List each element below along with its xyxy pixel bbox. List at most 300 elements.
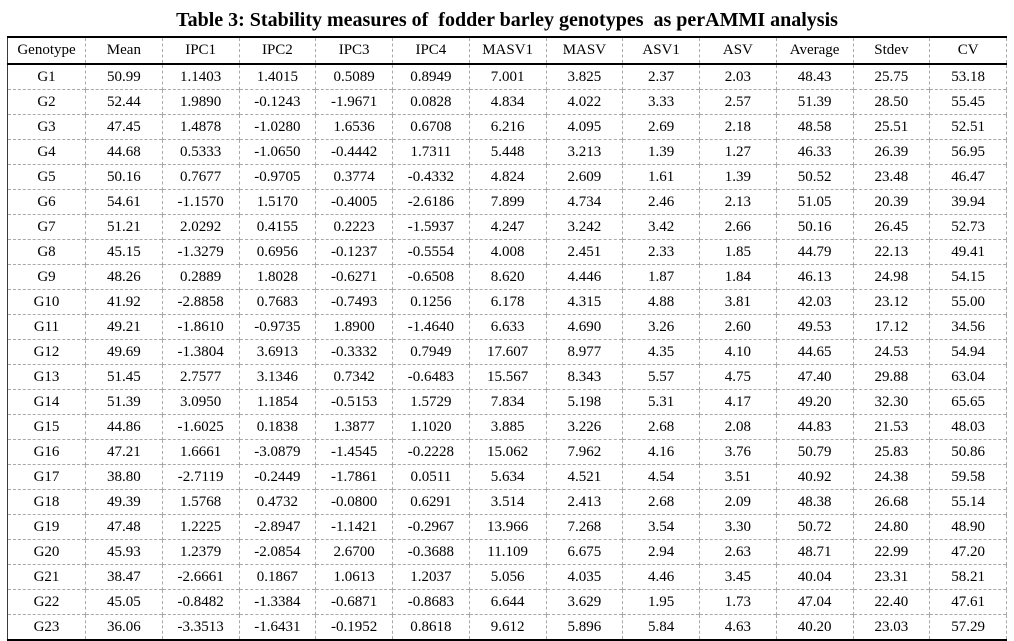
- table-head: [8, 37, 1007, 64]
- value-cell: 24.98: [853, 265, 930, 290]
- value-cell: 7.268: [546, 515, 623, 540]
- value-cell: 1.3877: [316, 415, 393, 440]
- genotype-cell: G2: [8, 90, 86, 115]
- value-cell: 29.88: [853, 365, 930, 390]
- column-header: ASV: [700, 37, 777, 64]
- value-cell: 50.79: [776, 440, 853, 465]
- genotype-cell: G21: [8, 565, 86, 590]
- value-cell: 50.72: [776, 515, 853, 540]
- value-cell: 25.83: [853, 440, 930, 465]
- value-cell: 2.37: [623, 64, 700, 90]
- value-cell: 8.620: [469, 265, 546, 290]
- table-row: [8, 90, 1007, 115]
- value-cell: 34.56: [930, 315, 1007, 340]
- value-cell: 3.33: [623, 90, 700, 115]
- value-cell: 4.46: [623, 565, 700, 590]
- value-cell: 2.7577: [162, 365, 239, 390]
- value-cell: 1.85: [700, 240, 777, 265]
- value-cell: -2.7119: [162, 465, 239, 490]
- value-cell: -0.8683: [393, 590, 470, 615]
- value-cell: 48.43: [776, 64, 853, 90]
- value-cell: 28.50: [853, 90, 930, 115]
- value-cell: 1.39: [700, 165, 777, 190]
- table-row: [8, 115, 1007, 140]
- value-cell: 0.6291: [393, 490, 470, 515]
- value-cell: 49.53: [776, 315, 853, 340]
- value-cell: 59.58: [930, 465, 1007, 490]
- value-cell: -1.0280: [239, 115, 316, 140]
- value-cell: 47.21: [86, 440, 163, 465]
- value-cell: 65.65: [930, 390, 1007, 415]
- value-cell: 2.68: [623, 490, 700, 515]
- value-cell: 1.6536: [316, 115, 393, 140]
- value-cell: 3.226: [546, 415, 623, 440]
- value-cell: 15.567: [469, 365, 546, 390]
- value-cell: 1.6661: [162, 440, 239, 465]
- value-cell: 24.80: [853, 515, 930, 540]
- value-cell: 2.609: [546, 165, 623, 190]
- value-cell: -0.6871: [316, 590, 393, 615]
- value-cell: 1.1854: [239, 390, 316, 415]
- value-cell: 7.834: [469, 390, 546, 415]
- table-row: [8, 440, 1007, 465]
- value-cell: 1.1020: [393, 415, 470, 440]
- value-cell: 0.4155: [239, 215, 316, 240]
- value-cell: 47.40: [776, 365, 853, 390]
- table-row: [8, 265, 1007, 290]
- table-row: [8, 290, 1007, 315]
- value-cell: 3.45: [700, 565, 777, 590]
- value-cell: 2.60: [700, 315, 777, 340]
- value-cell: 50.16: [776, 215, 853, 240]
- value-cell: -1.4640: [393, 315, 470, 340]
- value-cell: 4.247: [469, 215, 546, 240]
- table-row: [8, 240, 1007, 265]
- table-row: [8, 615, 1007, 641]
- value-cell: -0.4442: [316, 140, 393, 165]
- value-cell: 7.899: [469, 190, 546, 215]
- value-cell: 1.84: [700, 265, 777, 290]
- value-cell: 63.04: [930, 365, 1007, 390]
- value-cell: 23.12: [853, 290, 930, 315]
- value-cell: -1.9671: [316, 90, 393, 115]
- value-cell: 3.825: [546, 64, 623, 90]
- value-cell: -0.2449: [239, 465, 316, 490]
- value-cell: 4.035: [546, 565, 623, 590]
- value-cell: 8.977: [546, 340, 623, 365]
- table-row: [8, 140, 1007, 165]
- value-cell: -0.6508: [393, 265, 470, 290]
- value-cell: 1.1403: [162, 64, 239, 90]
- value-cell: 0.1256: [393, 290, 470, 315]
- value-cell: 41.92: [86, 290, 163, 315]
- value-cell: -2.6186: [393, 190, 470, 215]
- value-cell: 4.095: [546, 115, 623, 140]
- value-cell: 38.47: [86, 565, 163, 590]
- value-cell: 47.20: [930, 540, 1007, 565]
- value-cell: 6.644: [469, 590, 546, 615]
- value-cell: -1.3279: [162, 240, 239, 265]
- value-cell: 32.30: [853, 390, 930, 415]
- genotype-cell: G4: [8, 140, 86, 165]
- value-cell: -1.4545: [316, 440, 393, 465]
- column-header: IPC1: [162, 37, 239, 64]
- value-cell: 3.1346: [239, 365, 316, 390]
- column-header: ASV1: [623, 37, 700, 64]
- table-body: [8, 64, 1007, 641]
- value-cell: 4.446: [546, 265, 623, 290]
- value-cell: 1.4878: [162, 115, 239, 140]
- value-cell: 2.68: [623, 415, 700, 440]
- value-cell: 5.634: [469, 465, 546, 490]
- value-cell: 1.9890: [162, 90, 239, 115]
- value-cell: 54.15: [930, 265, 1007, 290]
- genotype-cell: G5: [8, 165, 86, 190]
- value-cell: 3.213: [546, 140, 623, 165]
- value-cell: -1.6025: [162, 415, 239, 440]
- value-cell: 51.39: [776, 90, 853, 115]
- value-cell: 4.54: [623, 465, 700, 490]
- value-cell: -0.9735: [239, 315, 316, 340]
- value-cell: 1.87: [623, 265, 700, 290]
- value-cell: 47.04: [776, 590, 853, 615]
- value-cell: 2.413: [546, 490, 623, 515]
- value-cell: 22.13: [853, 240, 930, 265]
- value-cell: -0.6483: [393, 365, 470, 390]
- value-cell: 42.03: [776, 290, 853, 315]
- value-cell: 2.63: [700, 540, 777, 565]
- value-cell: 11.109: [469, 540, 546, 565]
- value-cell: 3.42: [623, 215, 700, 240]
- value-cell: 44.65: [776, 340, 853, 365]
- value-cell: 0.3774: [316, 165, 393, 190]
- value-cell: 24.53: [853, 340, 930, 365]
- value-cell: 3.54: [623, 515, 700, 540]
- value-cell: -3.3513: [162, 615, 239, 641]
- value-cell: 4.10: [700, 340, 777, 365]
- value-cell: 1.0613: [316, 565, 393, 590]
- value-cell: 0.5333: [162, 140, 239, 165]
- value-cell: 2.57: [700, 90, 777, 115]
- value-cell: 1.2037: [393, 565, 470, 590]
- value-cell: 4.690: [546, 315, 623, 340]
- value-cell: 23.31: [853, 565, 930, 590]
- value-cell: 55.45: [930, 90, 1007, 115]
- value-cell: -3.0879: [239, 440, 316, 465]
- value-cell: -2.8858: [162, 290, 239, 315]
- value-cell: 1.95: [623, 590, 700, 615]
- value-cell: 44.68: [86, 140, 163, 165]
- value-cell: 51.05: [776, 190, 853, 215]
- value-cell: 26.68: [853, 490, 930, 515]
- value-cell: 4.734: [546, 190, 623, 215]
- value-cell: 50.16: [86, 165, 163, 190]
- value-cell: 3.30: [700, 515, 777, 540]
- value-cell: -1.7861: [316, 465, 393, 490]
- value-cell: 49.41: [930, 240, 1007, 265]
- value-cell: -0.1952: [316, 615, 393, 641]
- table-row: [8, 515, 1007, 540]
- genotype-cell: G1: [8, 64, 86, 90]
- value-cell: 36.06: [86, 615, 163, 641]
- value-cell: -1.0650: [239, 140, 316, 165]
- column-header: IPC2: [239, 37, 316, 64]
- table-row: [8, 315, 1007, 340]
- value-cell: -0.9705: [239, 165, 316, 190]
- table-title: Table 3: Stability measures of fodder barley genotypes as perAMMI analysis: [176, 9, 838, 31]
- value-cell: 1.27: [700, 140, 777, 165]
- value-cell: 5.198: [546, 390, 623, 415]
- value-cell: 2.18: [700, 115, 777, 140]
- value-cell: -0.5554: [393, 240, 470, 265]
- genotype-cell: G20: [8, 540, 86, 565]
- value-cell: 3.6913: [239, 340, 316, 365]
- value-cell: -0.3332: [316, 340, 393, 365]
- value-cell: 3.81: [700, 290, 777, 315]
- value-cell: -1.8610: [162, 315, 239, 340]
- value-cell: 5.84: [623, 615, 700, 641]
- value-cell: 50.52: [776, 165, 853, 190]
- value-cell: 57.29: [930, 615, 1007, 641]
- value-cell: 1.61: [623, 165, 700, 190]
- value-cell: -0.7493: [316, 290, 393, 315]
- value-cell: 46.47: [930, 165, 1007, 190]
- value-cell: 1.73: [700, 590, 777, 615]
- value-cell: 0.8949: [393, 64, 470, 90]
- value-cell: 4.35: [623, 340, 700, 365]
- value-cell: 4.63: [700, 615, 777, 641]
- table-row: [8, 390, 1007, 415]
- value-cell: -0.3688: [393, 540, 470, 565]
- column-header: MASV1: [469, 37, 546, 64]
- value-cell: 55.00: [930, 290, 1007, 315]
- value-cell: 3.51: [700, 465, 777, 490]
- value-cell: 3.629: [546, 590, 623, 615]
- value-cell: 1.5768: [162, 490, 239, 515]
- value-cell: 23.03: [853, 615, 930, 641]
- genotype-cell: G12: [8, 340, 86, 365]
- value-cell: 38.80: [86, 465, 163, 490]
- value-cell: -0.4332: [393, 165, 470, 190]
- genotype-cell: G13: [8, 365, 86, 390]
- value-cell: 4.88: [623, 290, 700, 315]
- value-cell: 50.86: [930, 440, 1007, 465]
- value-cell: 48.58: [776, 115, 853, 140]
- value-cell: 4.824: [469, 165, 546, 190]
- value-cell: 0.7342: [316, 365, 393, 390]
- value-cell: 4.521: [546, 465, 623, 490]
- value-cell: 47.48: [86, 515, 163, 540]
- column-header: Mean: [86, 37, 163, 64]
- value-cell: 45.93: [86, 540, 163, 565]
- value-cell: 5.57: [623, 365, 700, 390]
- value-cell: 26.39: [853, 140, 930, 165]
- value-cell: 4.16: [623, 440, 700, 465]
- genotype-cell: G10: [8, 290, 86, 315]
- value-cell: 0.1838: [239, 415, 316, 440]
- value-cell: 0.6708: [393, 115, 470, 140]
- value-cell: -0.5153: [316, 390, 393, 415]
- value-cell: 52.73: [930, 215, 1007, 240]
- value-cell: 48.90: [930, 515, 1007, 540]
- value-cell: 9.612: [469, 615, 546, 641]
- value-cell: 0.5089: [316, 64, 393, 90]
- value-cell: 1.7311: [393, 140, 470, 165]
- table-row: [8, 590, 1007, 615]
- value-cell: 2.94: [623, 540, 700, 565]
- table-row: [8, 415, 1007, 440]
- value-cell: 4.008: [469, 240, 546, 265]
- value-cell: 2.6700: [316, 540, 393, 565]
- value-cell: 40.04: [776, 565, 853, 590]
- header-row: [8, 37, 1007, 64]
- value-cell: 0.8618: [393, 615, 470, 641]
- column-header: CV: [930, 37, 1007, 64]
- table-row: [8, 465, 1007, 490]
- value-cell: 54.94: [930, 340, 1007, 365]
- table-row: [8, 565, 1007, 590]
- genotype-cell: G18: [8, 490, 86, 515]
- value-cell: 0.1867: [239, 565, 316, 590]
- value-cell: 7.001: [469, 64, 546, 90]
- value-cell: 25.51: [853, 115, 930, 140]
- value-cell: 0.0828: [393, 90, 470, 115]
- value-cell: 13.966: [469, 515, 546, 540]
- value-cell: 2.33: [623, 240, 700, 265]
- value-cell: 5.448: [469, 140, 546, 165]
- value-cell: 0.7949: [393, 340, 470, 365]
- table-row: [8, 540, 1007, 565]
- value-cell: -1.6431: [239, 615, 316, 641]
- genotype-cell: G7: [8, 215, 86, 240]
- value-cell: 6.216: [469, 115, 546, 140]
- value-cell: 2.09: [700, 490, 777, 515]
- value-cell: 1.5729: [393, 390, 470, 415]
- value-cell: -1.1570: [162, 190, 239, 215]
- value-cell: 4.022: [546, 90, 623, 115]
- genotype-cell: G14: [8, 390, 86, 415]
- value-cell: 40.20: [776, 615, 853, 641]
- value-cell: 2.451: [546, 240, 623, 265]
- value-cell: 3.514: [469, 490, 546, 515]
- table-row: [8, 165, 1007, 190]
- table-row: [8, 365, 1007, 390]
- value-cell: 54.61: [86, 190, 163, 215]
- value-cell: -0.8482: [162, 590, 239, 615]
- value-cell: 47.45: [86, 115, 163, 140]
- value-cell: 46.13: [776, 265, 853, 290]
- value-cell: 51.45: [86, 365, 163, 390]
- value-cell: 26.45: [853, 215, 930, 240]
- genotype-cell: G16: [8, 440, 86, 465]
- value-cell: 24.38: [853, 465, 930, 490]
- value-cell: -0.4005: [316, 190, 393, 215]
- value-cell: 3.242: [546, 215, 623, 240]
- value-cell: 17.607: [469, 340, 546, 365]
- value-cell: 22.40: [853, 590, 930, 615]
- value-cell: 40.92: [776, 465, 853, 490]
- value-cell: 44.86: [86, 415, 163, 440]
- value-cell: 1.8900: [316, 315, 393, 340]
- column-header: MASV: [546, 37, 623, 64]
- value-cell: 5.056: [469, 565, 546, 590]
- value-cell: 21.53: [853, 415, 930, 440]
- value-cell: 49.69: [86, 340, 163, 365]
- value-cell: 0.0511: [393, 465, 470, 490]
- value-cell: -1.1421: [316, 515, 393, 540]
- value-cell: -2.6661: [162, 565, 239, 590]
- value-cell: 49.21: [86, 315, 163, 340]
- value-cell: 17.12: [853, 315, 930, 340]
- column-header: IPC3: [316, 37, 393, 64]
- value-cell: 1.4015: [239, 64, 316, 90]
- value-cell: 3.26: [623, 315, 700, 340]
- value-cell: 4.17: [700, 390, 777, 415]
- value-cell: 1.8028: [239, 265, 316, 290]
- column-header: Genotype: [8, 37, 86, 64]
- value-cell: 48.03: [930, 415, 1007, 440]
- value-cell: 6.178: [469, 290, 546, 315]
- value-cell: 44.79: [776, 240, 853, 265]
- value-cell: 0.7683: [239, 290, 316, 315]
- genotype-cell: G11: [8, 315, 86, 340]
- value-cell: 49.39: [86, 490, 163, 515]
- column-header: Average: [776, 37, 853, 64]
- value-cell: 23.48: [853, 165, 930, 190]
- value-cell: 50.99: [86, 64, 163, 90]
- value-cell: 52.44: [86, 90, 163, 115]
- value-cell: 3.885: [469, 415, 546, 440]
- value-cell: 0.2223: [316, 215, 393, 240]
- value-cell: 1.2225: [162, 515, 239, 540]
- value-cell: 39.94: [930, 190, 1007, 215]
- value-cell: 20.39: [853, 190, 930, 215]
- value-cell: 55.14: [930, 490, 1007, 515]
- value-cell: 44.83: [776, 415, 853, 440]
- value-cell: 48.38: [776, 490, 853, 515]
- value-cell: 56.95: [930, 140, 1007, 165]
- table-row: [8, 64, 1007, 90]
- value-cell: 8.343: [546, 365, 623, 390]
- genotype-cell: G19: [8, 515, 86, 540]
- value-cell: 25.75: [853, 64, 930, 90]
- value-cell: -2.8947: [239, 515, 316, 540]
- value-cell: 7.962: [546, 440, 623, 465]
- value-cell: 2.46: [623, 190, 700, 215]
- genotype-cell: G22: [8, 590, 86, 615]
- table-row: [8, 190, 1007, 215]
- value-cell: -1.3804: [162, 340, 239, 365]
- value-cell: 2.03: [700, 64, 777, 90]
- value-cell: 4.315: [546, 290, 623, 315]
- value-cell: -1.3384: [239, 590, 316, 615]
- value-cell: 47.61: [930, 590, 1007, 615]
- value-cell: 58.21: [930, 565, 1007, 590]
- genotype-cell: G8: [8, 240, 86, 265]
- value-cell: -0.0800: [316, 490, 393, 515]
- value-cell: -2.0854: [239, 540, 316, 565]
- genotype-cell: G9: [8, 265, 86, 290]
- value-cell: 2.69: [623, 115, 700, 140]
- column-header: IPC4: [393, 37, 470, 64]
- value-cell: 6.675: [546, 540, 623, 565]
- value-cell: -0.1237: [316, 240, 393, 265]
- value-cell: 52.51: [930, 115, 1007, 140]
- value-cell: 1.39: [623, 140, 700, 165]
- value-cell: 4.834: [469, 90, 546, 115]
- value-cell: 51.39: [86, 390, 163, 415]
- value-cell: -0.6271: [316, 265, 393, 290]
